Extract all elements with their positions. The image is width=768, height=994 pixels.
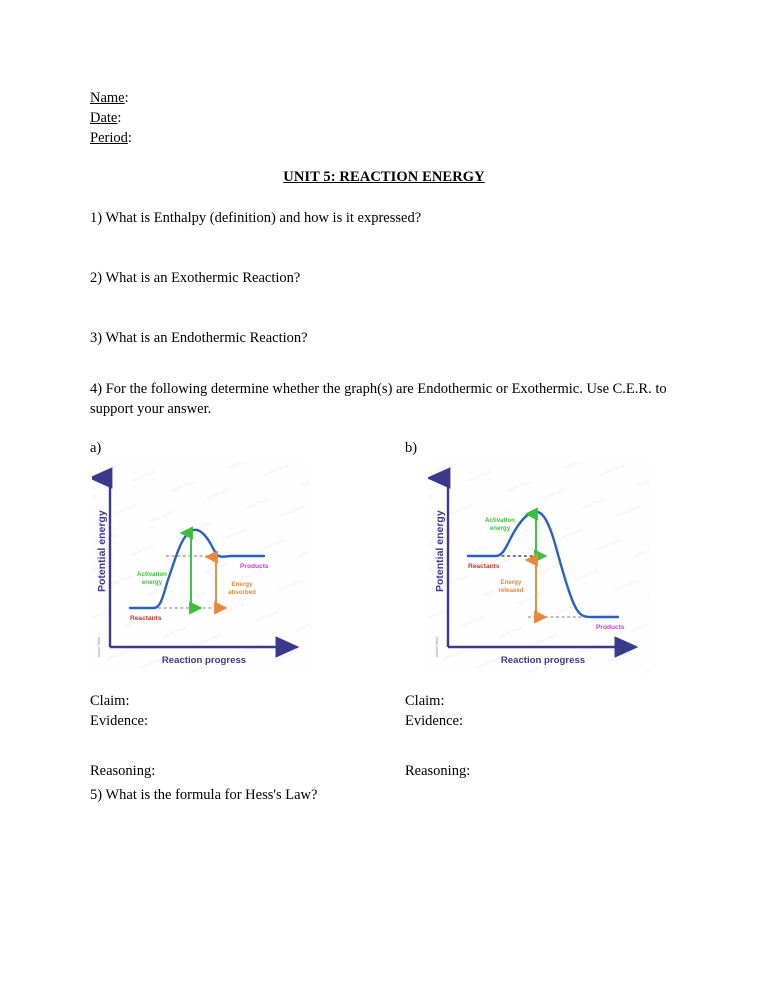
cer-column-b bbox=[405, 691, 470, 781]
graph-b-x-axis-label: Reaction progress bbox=[500, 655, 586, 666]
question-4: 4) For the following determine whether the graph(s) are Endothermic or Exothermic. Use C.E.R. to support your answer. bbox=[90, 381, 667, 417]
graph-b-products-label: Products bbox=[596, 624, 625, 631]
cer-a-evidence: Evidence: bbox=[90, 713, 148, 729]
field-period-colon: : bbox=[127, 130, 132, 146]
graph-b-stock-credit: Adobe Stock bbox=[435, 636, 439, 657]
graph-a-stock-credit: Adobe Stock bbox=[97, 636, 101, 657]
graph-b-svg bbox=[428, 462, 650, 673]
field-name-label: Name bbox=[90, 90, 125, 106]
question-3: 3) What is an Endothermic Reaction? bbox=[90, 330, 308, 346]
graph-a-reactants-label: Reactants bbox=[130, 615, 162, 622]
field-date-colon: : bbox=[117, 110, 122, 126]
cer-b-spacer bbox=[405, 731, 470, 761]
figure-label-a: a) bbox=[90, 440, 102, 456]
field-period-label: Period bbox=[90, 130, 128, 146]
field-period bbox=[90, 128, 678, 148]
question-5: 5) What is the formula for Hess's Law? bbox=[90, 787, 318, 803]
field-date-label: Date bbox=[90, 110, 118, 126]
page-title: UNIT 5: REACTION ENERGY bbox=[283, 169, 485, 185]
figure-letters-row bbox=[90, 440, 678, 458]
graph-b-y-axis-label: Potential energy bbox=[434, 510, 446, 592]
graph-a-energy-label-2: absorbed bbox=[228, 589, 256, 596]
graph-b-exothermic bbox=[428, 462, 650, 673]
cer-a-spacer bbox=[90, 731, 155, 761]
graph-b-reactants-label: Reactants bbox=[468, 563, 500, 570]
cer-column-a bbox=[90, 691, 155, 781]
graph-a-y-axis-label: Potential energy bbox=[96, 510, 108, 592]
field-name bbox=[90, 88, 678, 108]
figures-row bbox=[90, 462, 678, 675]
graph-a-products-label: Products bbox=[240, 563, 269, 570]
graph-b-activation-label-1: Activation bbox=[485, 517, 515, 524]
graph-b-watermark bbox=[428, 462, 650, 673]
field-name-colon: : bbox=[124, 90, 129, 106]
graph-a-endothermic bbox=[92, 462, 311, 673]
cer-b-reasoning: Reasoning: bbox=[405, 763, 471, 779]
cer-b-claim: Claim: bbox=[405, 693, 445, 709]
graph-a-svg bbox=[92, 462, 311, 673]
cer-block-spacer bbox=[90, 691, 678, 785]
question-1: 1) What is Enthalpy (definition) and how is it expressed? bbox=[90, 210, 422, 226]
graph-a-energy-label-1: Energy bbox=[231, 581, 253, 588]
graph-b-energy-label-1: Energy bbox=[500, 579, 522, 586]
cer-section bbox=[90, 691, 678, 805]
figure-label-b: b) bbox=[405, 440, 418, 456]
graph-a-activation-label-1: Activation bbox=[137, 571, 167, 578]
graph-b-activation-label-2: energy bbox=[489, 525, 511, 532]
cer-a-reasoning: Reasoning: bbox=[90, 763, 156, 779]
graph-a-x-axis-label: Reaction progress bbox=[161, 655, 247, 666]
graph-a-watermark bbox=[92, 462, 311, 673]
page-title-wrap bbox=[90, 168, 678, 186]
graph-a-activation-label-2: energy bbox=[141, 579, 163, 586]
field-date bbox=[90, 108, 678, 128]
document-body bbox=[90, 88, 678, 805]
graph-b-energy-label-2: released bbox=[498, 587, 524, 594]
cer-a-claim: Claim: bbox=[90, 693, 130, 709]
cer-b-evidence: Evidence: bbox=[405, 713, 463, 729]
question-2: 2) What is an Exothermic Reaction? bbox=[90, 270, 301, 286]
